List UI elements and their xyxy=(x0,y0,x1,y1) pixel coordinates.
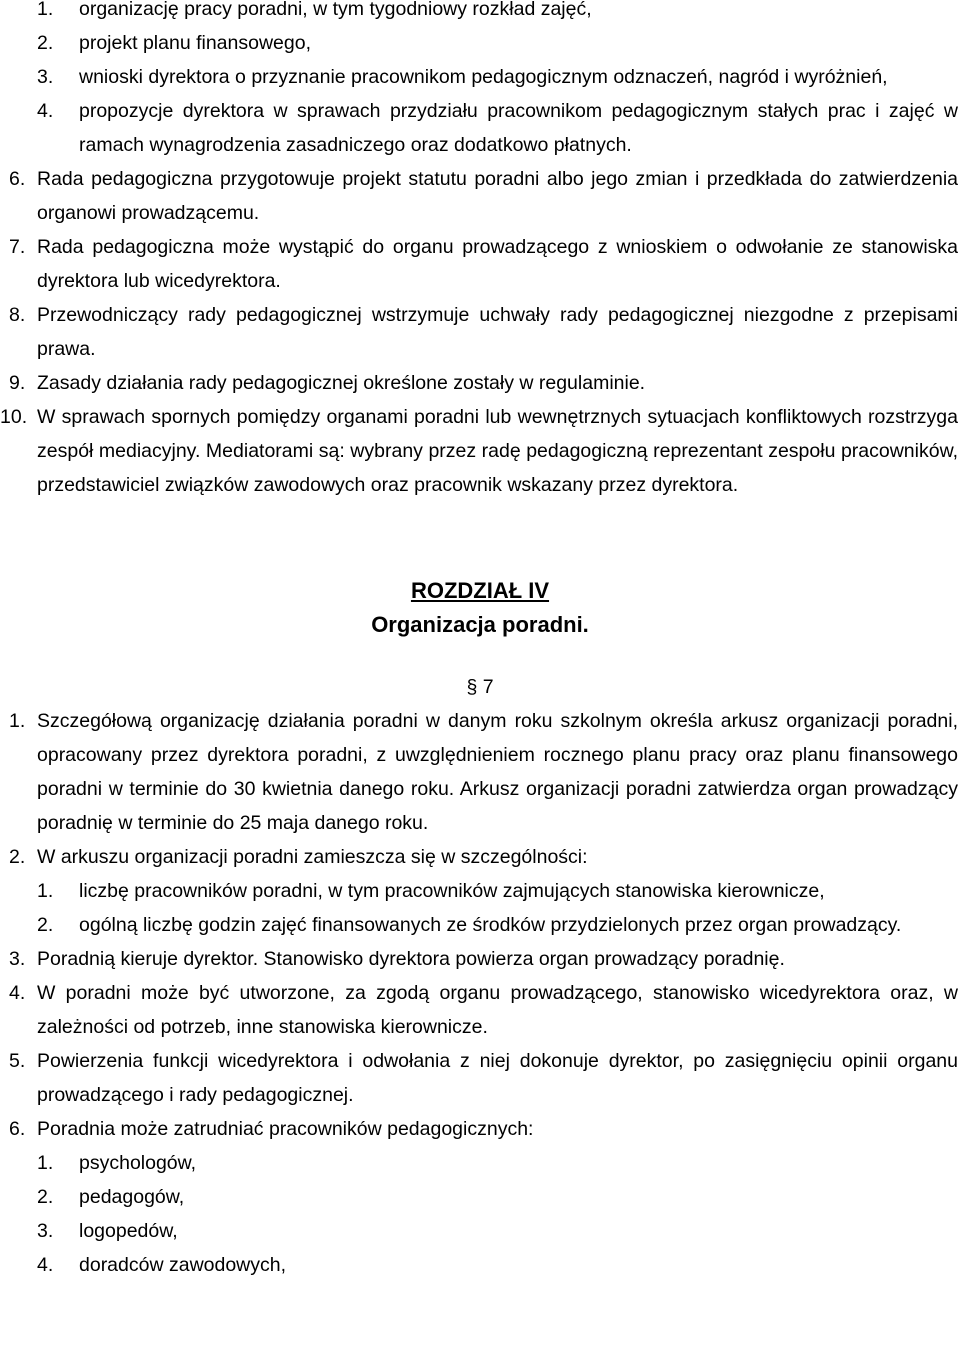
list-item xyxy=(0,1214,960,1248)
paragraph-text: Zasady działania rady pedagogicznej określone zostały w regulaminie. xyxy=(37,372,646,394)
list-number: 1. xyxy=(37,0,54,20)
list-text: propozycje dyrektora w sprawach przydziału pracownikom pedagogicznym stałych prac i zajęć w ramach wynagrodzenia zasadniczego oraz dodatkowo płatnych. xyxy=(79,100,958,156)
list-item xyxy=(0,60,960,94)
paragraph-number: 6. xyxy=(9,1118,26,1140)
list-number: 1. xyxy=(37,1152,54,1174)
paragraph xyxy=(0,366,960,400)
list-text: ogólną liczbę godzin zajęć finansowanych ze środków przydzielonych przez organ prowadzący. xyxy=(79,914,902,936)
list-item xyxy=(0,1146,960,1180)
paragraph-number: 9. xyxy=(9,372,26,394)
paragraph xyxy=(0,1044,960,1112)
paragraph-text: W arkuszu organizacji poradni zamieszcza się w szczególności: xyxy=(37,846,588,868)
spacer xyxy=(0,502,960,574)
list-number: 2. xyxy=(37,1186,54,1208)
paragraph xyxy=(0,298,960,366)
paragraph-text: Szczegółową organizację działania poradni w danym roku szkolnym określa arkusz organizacji poradni, opracowany przez dyrektora poradni, z uwzględnieniem rocznego planu pracy oraz planu finansowego poradni w terminie do 30 kwietnia danego roku. Arkusz organizacji poradni zatwierdza organ prowadzący poradnię w terminie do 25 maja danego roku. xyxy=(37,710,958,834)
pracownicy-sublist xyxy=(0,1146,960,1282)
paragraphs-organizacja xyxy=(0,704,960,874)
paragraph-text: Powierzenia funkcji wicedyrektora i odwołania z niej dokonuje dyrektor, po zasięgnięciu opinii organu prowadzącego i rady pedagogicznej. xyxy=(37,1050,958,1106)
list-number: 1. xyxy=(37,880,54,902)
paragraph-number: 3. xyxy=(9,948,26,970)
paragraph-text: W poradni może być utworzone, za zgodą organu prowadzącego, stanowisko wicedyrektora oraz, w zależności od potrzeb, inne stanowiska kierownicze. xyxy=(37,982,958,1038)
list-number: 4. xyxy=(37,1254,54,1276)
paragraph-text: Rada pedagogiczna przygotowuje projekt statutu poradni albo jego zmian i przedkłada do zatwierdzenia organowi prowadzącemu. xyxy=(37,168,958,224)
paragraph xyxy=(0,976,960,1044)
paragraph-number: 7. xyxy=(9,236,26,258)
paragraph xyxy=(0,230,960,298)
list-item xyxy=(0,908,960,942)
list-text: doradców zawodowych, xyxy=(79,1254,287,1276)
list-text: logopedów, xyxy=(79,1220,178,1242)
chapter-subtitle: Organizacja poradni. xyxy=(371,612,589,637)
list-item xyxy=(0,1248,960,1282)
paragraph-number: 8. xyxy=(9,304,26,326)
paragraph-text: Poradnia może zatrudniać pracowników pedagogicznych: xyxy=(37,1118,534,1140)
list-item xyxy=(0,874,960,908)
top-list xyxy=(0,0,960,162)
paragraph-number: 10. xyxy=(0,406,28,428)
paragraph xyxy=(0,942,960,976)
paragraph xyxy=(0,162,960,230)
list-number: 3. xyxy=(37,66,54,88)
paragraph-number: 4. xyxy=(9,982,26,1004)
list-item xyxy=(0,0,960,26)
list-item xyxy=(0,1180,960,1214)
arkusz-sublist xyxy=(0,874,960,942)
paragraphs-rada xyxy=(0,162,960,502)
paragraph-text: Rada pedagogiczna może wystąpić do organu prowadzącego z wnioskiem o odwołanie ze stanowiska dyrektora lub wicedyrektora. xyxy=(37,236,958,292)
paragraph-number: 2. xyxy=(9,846,26,868)
list-text: wnioski dyrektora o przyznanie pracownikom pedagogicznym odznaczeń, nagród i wyróżnień, xyxy=(79,66,888,88)
list-item xyxy=(0,26,960,60)
paragraph-text: Przewodniczący rady pedagogicznej wstrzymuje uchwały rady pedagogicznej niezgodne z przepisami prawa. xyxy=(37,304,958,360)
paragraph-number: 5. xyxy=(9,1050,26,1072)
list-text: psychologów, xyxy=(79,1152,197,1174)
list-text: liczbę pracowników poradni, w tym pracowników zajmujących stanowiska kierownicze, xyxy=(79,880,825,902)
paragraph xyxy=(0,704,960,840)
section-number: § 7 xyxy=(466,676,494,698)
list-number: 3. xyxy=(37,1220,54,1242)
list-number: 4. xyxy=(37,100,54,122)
list-text: projekt planu finansowego, xyxy=(79,32,311,54)
list-number: 2. xyxy=(37,32,54,54)
chapter-title: ROZDZIAŁ IV xyxy=(410,578,550,603)
paragraph-text: W sprawach spornych pomiędzy organami poradni lub wewnętrznych sytuacjach konfliktowych rozstrzyga zespół mediacyjny. Mediatorami są: wybrany przez radę pedagogiczną reprezentant zespołu pracowników, przedstawiciel związków zawodowych oraz pracownik wskazany przez dyrektora. xyxy=(37,406,958,496)
paragraphs-kierownictwo xyxy=(0,942,960,1146)
paragraph-number: 6. xyxy=(9,168,26,190)
paragraph xyxy=(0,840,960,874)
list-text: pedagogów, xyxy=(79,1186,185,1208)
paragraph xyxy=(0,400,960,502)
paragraph-number: 1. xyxy=(9,710,26,732)
paragraph xyxy=(0,1112,960,1146)
list-text: organizację pracy poradni, w tym tygodniowy rozkład zajęć, xyxy=(79,0,592,20)
list-item xyxy=(0,94,960,162)
paragraph-text: Poradnią kieruje dyrektor. Stanowisko dyrektora powierza organ prowadzący poradnię. xyxy=(37,948,785,970)
list-number: 2. xyxy=(37,914,54,936)
